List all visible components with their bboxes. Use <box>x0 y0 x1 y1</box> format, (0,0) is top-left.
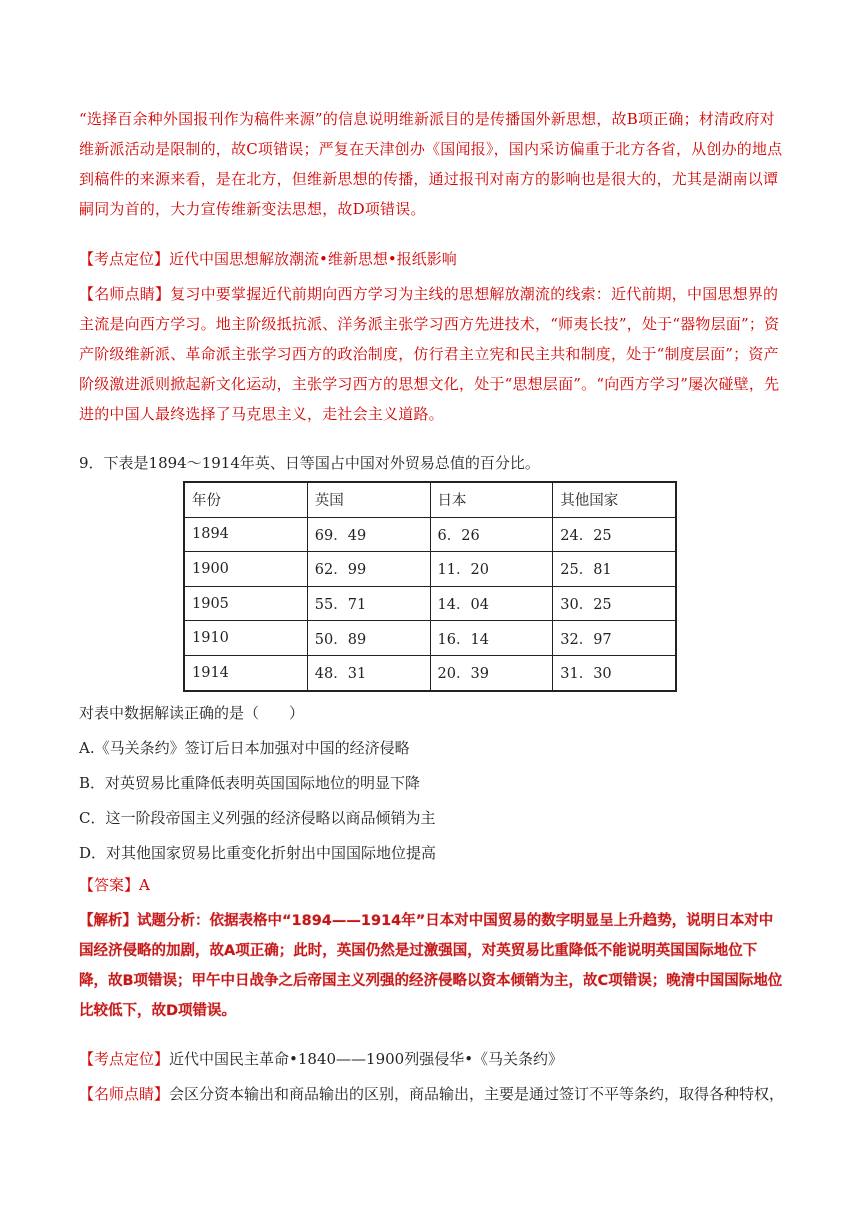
table-cell: 25．81 <box>553 552 676 587</box>
option-a: A.《马关条约》签订后日本加强对中国的经济侵略 <box>79 739 410 757</box>
table-cell: 1910 <box>184 621 307 656</box>
answer-tag: 【答案】 <box>79 876 140 894</box>
table-cell: 24．25 <box>553 517 676 552</box>
table-header-cell: 年份 <box>184 482 307 517</box>
table-cell: 55．71 <box>307 586 430 621</box>
table-cell: 1900 <box>184 552 307 587</box>
question-prompt: 对表中数据解读正确的是（ ） <box>79 704 305 722</box>
table-header-cell: 日本 <box>430 482 553 517</box>
mingshi-tag-2: 【名师点睛】 <box>79 1085 170 1103</box>
table-cell: 62．99 <box>307 552 430 587</box>
intro-paragraph: “选择百余种外国报刊作为稿件来源”的信息说明维新派目的是传播国外新思想，故B项正确；材清政府对维新派活动是限制的，故C项错误；严复在天津创办《国闻报》，国内采访偏重于北方各省，从创办的地点到稿件的来源来看，是在北方，但维新思想的传播，通过报刊对南方的影响也是很大的，尤其是湖南以谭嗣同为首的，大力宣传维新变法思想，故D项错误。 <box>79 110 783 218</box>
table-header-cell: 英国 <box>307 482 430 517</box>
table-row <box>184 655 676 690</box>
table-cell: 1905 <box>184 586 307 621</box>
trade-share-table <box>183 481 677 692</box>
table-cell: 69．49 <box>307 517 430 552</box>
table-cell: 1914 <box>184 655 307 690</box>
table-row <box>184 552 676 587</box>
kaodian-text-2: 近代中国民主革命•1840——1900列强侵华•《马关条约》 <box>169 1050 564 1068</box>
mingshi-tag-1: 【名师点睛】 <box>79 285 171 303</box>
answer-line <box>79 872 150 898</box>
table-cell: 14．04 <box>430 586 553 621</box>
answer-value: A <box>139 876 150 894</box>
question-stem: 9．下表是1894～1914年英、日等国占中国对外贸易总值的百分比。 <box>79 454 540 472</box>
table-header-cell: 其他国家 <box>553 482 676 517</box>
mingshi-text-1: 复习中要掌握近代前期向西方学习为主线的思想解放潮流的线索：近代前期，中国思想界的主流是向西方学习。地主阶级抵抗派、洋务派主张学习西方先进技术，“师夷长技”，处于“器物层面”；资产阶级维新派、革命派主张学习西方的政治制度，仿行君主立宪和民主共和制度，处于“制度层面”；资产阶级激进派则掀起新文化运动，主张学习西方的思想文化，处于“思想层面”。“向西方学习”屡次碰壁，先进的中国人最终选择了马克思主义，走社会主义道路。 <box>79 285 780 423</box>
mingshi-text-2: 会区分资本输出和商品输出的区别，商品输出，主要是通过签订不平等条约，取得各种特权， <box>169 1085 785 1103</box>
table-cell: 50．89 <box>307 621 430 656</box>
table-header-row <box>184 482 676 517</box>
table-cell: 31．30 <box>553 655 676 690</box>
analysis-paragraph: 【解析】试题分析：依据表格中“1894——1914年”日本对中国贸易的数字明显呈上升趋势，说明日本对中国经济侵略的加剧，故A项正确；此时，英国仍然是过激强国，对英贸易比重降低不能说明英国国际地位下降，故B项错误；甲午中日战争之后帝国主义列强的经济侵略以资本倾销为主，故C项错误；晚清中国国际地位比较低下，故D项错误。 <box>79 913 783 1019</box>
kaodian-line-2 <box>79 1046 563 1072</box>
table-cell: 48．31 <box>307 655 430 690</box>
mingshi-paragraph-1 <box>79 279 784 429</box>
option-b: B．对英贸易比重降低表明英国国际地位的明显下降 <box>79 774 421 792</box>
table-row <box>184 586 676 621</box>
table-row <box>184 621 676 656</box>
table-cell: 16．14 <box>430 621 553 656</box>
option-d: D．对其他国家贸易比重变化折射出中国国际地位提高 <box>79 844 437 862</box>
table-cell: 20．39 <box>430 655 553 690</box>
table-cell: 1894 <box>184 517 307 552</box>
table-cell: 30．25 <box>553 586 676 621</box>
kaodian-line-1 <box>79 246 457 272</box>
mingshi-line-2 <box>79 1081 784 1107</box>
kaodian-tag-2: 【考点定位】 <box>79 1050 170 1068</box>
table-cell: 11．20 <box>430 552 553 587</box>
option-c: C．这一阶段帝国主义列强的经济侵略以商品倾销为主 <box>79 809 436 827</box>
kaodian-text-1: 近代中国思想解放潮流•维新思想•报纸影响 <box>169 250 457 268</box>
kaodian-tag-1: 【考点定位】 <box>79 250 170 268</box>
table-row <box>184 517 676 552</box>
table-cell: 32．97 <box>553 621 676 656</box>
table-cell: 6．26 <box>430 517 553 552</box>
